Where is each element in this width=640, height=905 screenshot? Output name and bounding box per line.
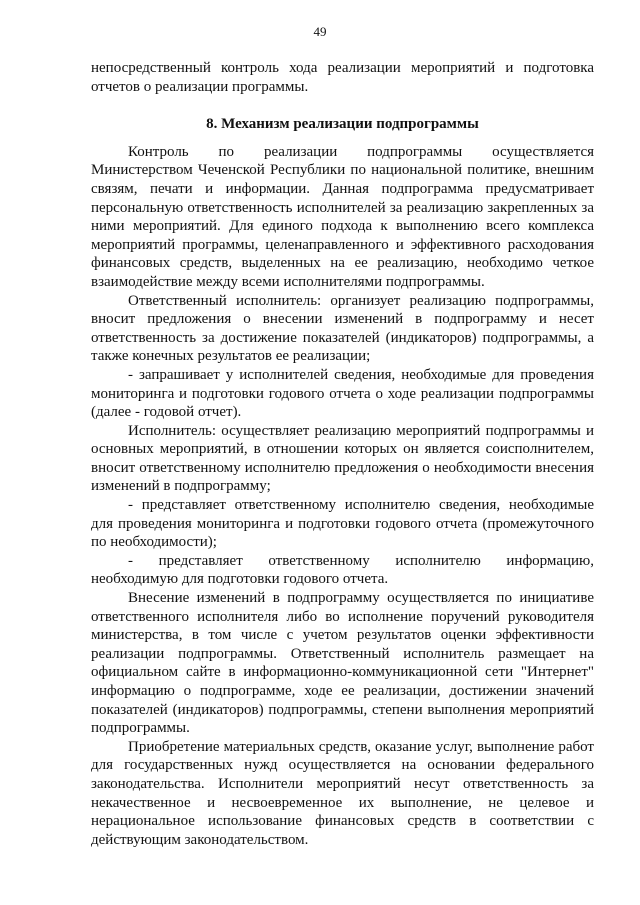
paragraph-provides-report-info: - представляет ответственному исполнителю информацию, необходимую для подготовки годового отчета.	[91, 552, 594, 588]
paragraph-requests-info: - запрашивает у исполнителей сведения, необходимые для проведения мониторинга и подготовки годового отчета о ходе реализации подпрограммы (далее - годовой отчет).	[91, 366, 594, 421]
section-heading: 8. Механизм реализации подпрограммы	[206, 116, 479, 133]
paragraph-control: Контроль по реализации подпрограммы осуществляется Министерством Чеченской Республики по национальной политике, внешним связям, печати и информации. Данная подпрограмма предусматривает персональную ответственность исполнителей за реализацию закрепленных за ними мероприятий. Для единого подхода к выполнению всего комплекса мероприятий программы, целенаправленного и эффективного расходования финансовых средств, выделенных на ее реализацию, необходимо четкое взаимодействие между всеми исполнителями подпрограммы.	[91, 143, 594, 290]
page-number: 49	[313, 24, 327, 39]
paragraph-procurement: Приобретение материальных средств, оказание услуг, выполнение работ для государственных нужд осуществляется на основании федерального законодательства. Исполнители мероприятий несут ответственность за некачественное и несвоевременное их выполнение, не целевое и нерациональное использование финансовых средств в соответствии с действующим законодательством.	[91, 738, 594, 848]
paragraph-responsible-executor: Ответственный исполнитель: организует реализацию подпрограммы, вносит предложения о внесении изменений в подпрограмму и несет ответственность за достижение показателей (индикаторов) подпрограммы, а также конечных результатов ее реализации;	[91, 292, 594, 365]
paragraph-amendments: Внесение изменений в подпрограмму осуществляется по инициативе ответственного исполнителя либо во исполнение поручений руководителя министерства, в том числе с учетом результатов оценки эффективности реализации подпрограммы. Ответственный исполнитель размещает на официальном сайте в информационно-коммуникационной сети "Интернет" информацию о подпрограмме, ходе ее реализации, достижении значений показателей (индикаторов) подпрограммы, степени выполнения мероприятий подпрограммы.	[91, 590, 594, 737]
paragraph-executor: Исполнитель: осуществляет реализацию мероприятий подпрограммы и основных мероприятий, в отношении которых он является соисполнителем, вносит ответственному исполнителю предложения о необходимости внесения изменений в подпрограмму;	[91, 422, 594, 495]
intro-paragraph: непосредственный контроль хода реализации мероприятий и подготовка отчетов о реализации программы.	[91, 60, 594, 95]
paragraph-provides-info: - представляет ответственному исполнителю сведения, необходимые для проведения мониторинга и подготовки годового отчета (промежуточного по необходимости);	[91, 497, 594, 551]
document-body	[91, 59, 594, 849]
